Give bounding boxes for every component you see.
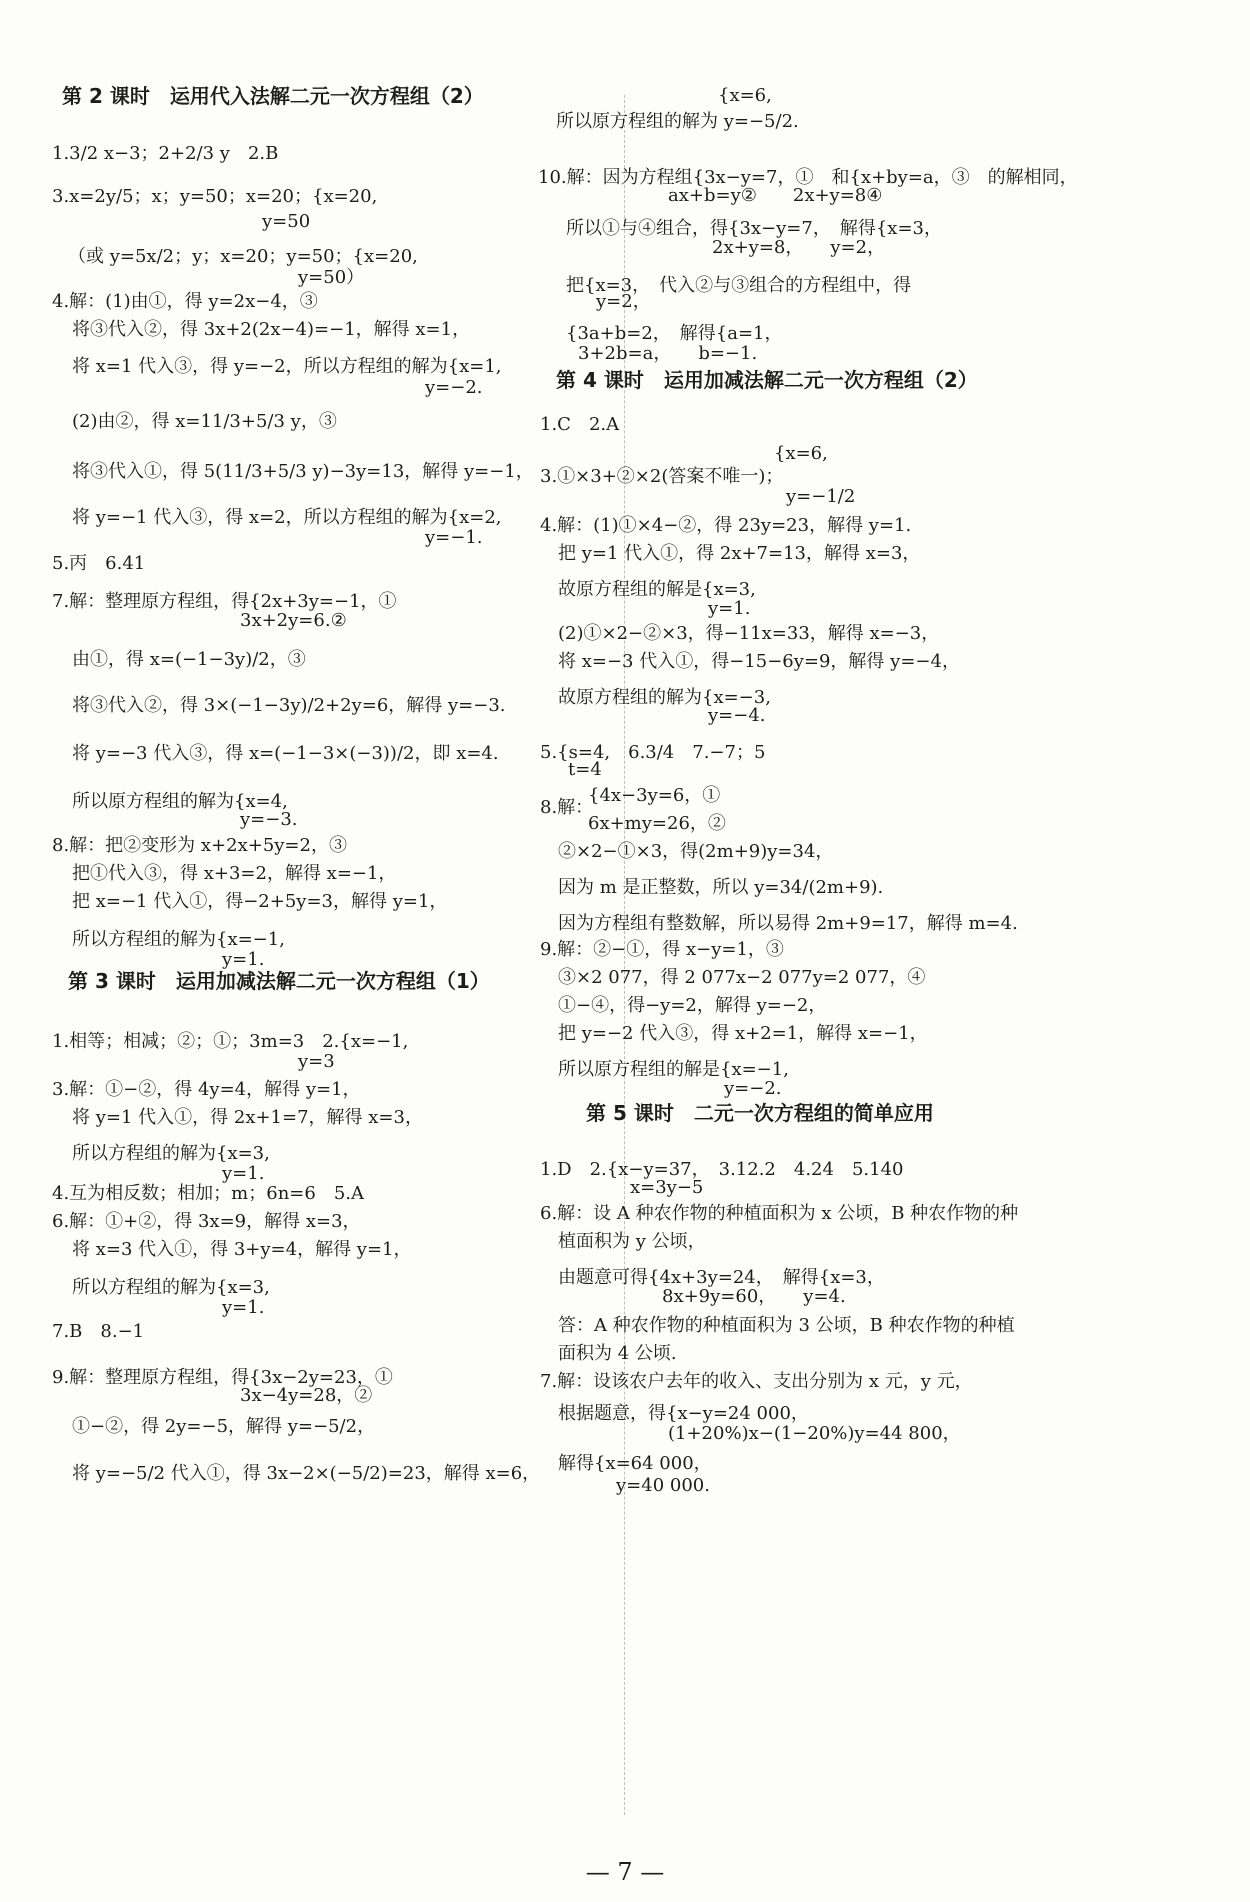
- answer-line: 将③代入①，得 5(11/3+5/3 y)−3y=13，解得 y=−1，: [72, 461, 534, 482]
- page-number: — 7 —: [585, 1858, 665, 1886]
- answer-line: 把 x=−1 代入①，得−2+5y=3，解得 y=1，: [72, 891, 448, 912]
- answer-line: 所以①与④组合，得{3x−y=7， 解得{x=3，: [566, 218, 942, 239]
- answer-line: 把 y=1 代入①，得 2x+7=13，解得 x=3，: [558, 543, 921, 564]
- answer-line: {4x−3y=6，①: [588, 785, 721, 806]
- answer-line: 植面积为 y 公顷，: [558, 1231, 706, 1252]
- answer-line: y=−1.: [425, 527, 483, 548]
- answer-line: 3.解：①−②，得 4y=4，解得 y=1，: [52, 1079, 361, 1100]
- answer-line: 由①，得 x=(−1−3y)/2，③: [72, 649, 306, 670]
- answer-line: 8.解：把②变形为 x+2x+5y=2，③: [52, 835, 347, 856]
- answer-line: 8x+9y=60， y=4.: [662, 1286, 846, 1307]
- answer-line: 将 x=3 代入①，得 3+y=4，解得 y=1，: [72, 1239, 412, 1260]
- answer-line: x=3y−5: [630, 1177, 704, 1198]
- section-heading-lesson-4: 第 4 课时 运用加减法解二元一次方程组（2）: [556, 368, 978, 392]
- answer-line: 故原方程组的解为{x=−3,: [558, 687, 771, 708]
- answer-line: 将③代入②，得 3x+2(2x−4)=−1，解得 x=1，: [72, 319, 471, 340]
- answer-line: ③×2 077，得 2 077x−2 077y=2 077，④: [558, 967, 926, 988]
- answer-line: 4.互为相反数；相加；m；6n=6 5.A: [52, 1183, 364, 1204]
- answer-line: (2)①×2−②×3，得−11x=33，解得 x=−3，: [558, 623, 940, 644]
- answer-line: 将 x=−3 代入①，得−15−6y=9，解得 y=−4，: [558, 651, 960, 672]
- answer-line: 10.解：因为方程组{3x−y=7，① 和{x+by=a，③ 的解相同，: [538, 167, 1078, 188]
- answer-line: 因为 m 是正整数，所以 y=34/(2m+9).: [558, 877, 884, 898]
- answer-line: 5.丙 6.41: [52, 553, 146, 574]
- answer-line: 3.①×3+②×2(答案不唯一)；: [540, 466, 784, 487]
- answer-line: 3x−4y=28，②: [240, 1385, 373, 1406]
- answer-line: 7.解：整理原方程组，得{2x+3y=−1，①: [52, 591, 397, 612]
- answer-line: 把{x=3， 代入②与③组合的方程组中，得: [566, 275, 912, 296]
- answer-line: 3x+2y=6.②: [240, 610, 347, 631]
- answer-line: 9.解：②−①，得 x−y=1，③: [540, 939, 784, 960]
- answer-line: 所以原方程组的解为 y=−5/2.: [556, 111, 799, 132]
- answer-line: 3.x=2y/5；x；y=50；x=20；{x=20,: [52, 186, 378, 207]
- answer-line: 故原方程组的解是{x=3,: [558, 579, 756, 600]
- answer-line: y=50: [262, 211, 311, 232]
- section-heading-lesson-5: 第 5 课时 二元一次方程组的简单应用: [586, 1101, 934, 1125]
- answer-line: ①−④，得−y=2，解得 y=−2，: [558, 995, 827, 1016]
- answer-line: 将③代入②，得 3×(−1−3y)/2+2y=6，解得 y=−3.: [72, 695, 506, 716]
- answer-line: 面积为 4 公顷.: [558, 1343, 677, 1364]
- answer-line: ②×2−①×3，得(2m+9)y=34，: [558, 841, 834, 862]
- answer-line: y=−4.: [708, 705, 766, 726]
- answer-line: 将 y=−3 代入③，得 x=(−1−3×(−3))/2，即 x=4.: [72, 743, 499, 764]
- answer-line: 将 y=−5/2 代入①，得 3x−2×(−5/2)=23，解得 x=6，: [72, 1463, 541, 1484]
- answer-line: 5.{s=4, 6.3/4 7.−7；5: [540, 742, 766, 763]
- answer-line: 由题意可得{4x+3y=24， 解得{x=3，: [558, 1267, 885, 1288]
- answer-line: y=1.: [708, 598, 751, 619]
- answer-line: {x=6,: [718, 85, 772, 106]
- answer-line: t=4: [568, 759, 602, 780]
- answer-line: 7.B 8.−1: [52, 1321, 145, 1342]
- answer-line: 所以方程组的解为{x=3,: [72, 1277, 270, 1298]
- section-heading-lesson-2: 第 2 课时 运用代入法解二元一次方程组（2）: [62, 84, 484, 108]
- answer-line: 6x+my=26，②: [588, 813, 726, 834]
- answer-line: y=50）: [298, 267, 365, 288]
- answer-line: 把①代入③，得 x+3=2，解得 x=−1，: [72, 863, 397, 884]
- answer-line: （或 y=5x/2；y；x=20；y=50；{x=20,: [68, 246, 418, 267]
- answer-line: y=−2.: [724, 1078, 782, 1099]
- answer-line: y=3: [298, 1051, 335, 1072]
- answer-line: 所以方程组的解为{x=3,: [72, 1143, 270, 1164]
- answer-line: 所以原方程组的解为{x=4,: [72, 791, 288, 812]
- answer-line: y=40 000.: [616, 1475, 710, 1496]
- answer-line: y=1.: [222, 1297, 265, 1318]
- answer-line: 4.解：(1)①×4−②，得 23y=23，解得 y=1.: [540, 515, 912, 536]
- answer-line: (2)由②，得 x=11/3+5/3 y，③: [72, 411, 337, 432]
- answer-line: 6.解：①+②，得 3x=9，解得 x=3，: [52, 1211, 361, 1232]
- answer-line: 1.C 2.A: [540, 414, 620, 435]
- answer-line: {3a+b=2， 解得{a=1，: [566, 323, 783, 344]
- answer-line: y=−1/2: [786, 486, 856, 507]
- answer-line: 1.3/2 x−3；2+2/3 y 2.B: [52, 143, 279, 164]
- answer-line: (1+20%)x−(1−20%)y=44 800，: [668, 1423, 961, 1444]
- answer-line: 根据题意，得{x−y=24 000，: [558, 1403, 809, 1424]
- answer-line: 答：A 种农作物的种植面积为 3 公顷，B 种农作物的种植: [558, 1315, 1015, 1336]
- answer-line: 解得{x=64 000，: [558, 1453, 712, 1474]
- answer-line: 8.解：: [540, 797, 594, 818]
- answer-line: ax+b=y② 2x+y=8④: [668, 185, 883, 206]
- answer-line: 把 y=−2 代入③，得 x+2=1，解得 x=−1，: [558, 1023, 928, 1044]
- answer-line: 7.解：设该农户去年的收入、支出分别为 x 元，y 元，: [540, 1371, 973, 1392]
- answer-line: 所以原方程组的解是{x=−1,: [558, 1059, 789, 1080]
- answer-line: 将 y=−1 代入③，得 x=2，所以方程组的解为{x=2,: [72, 507, 502, 528]
- answer-line: y=1.: [222, 1163, 265, 1184]
- section-heading-lesson-3: 第 3 课时 运用加减法解二元一次方程组（1）: [68, 969, 490, 993]
- answer-line: y=−2.: [425, 377, 483, 398]
- answer-line: 4.解：(1)由①，得 y=2x−4，③: [52, 291, 318, 312]
- answer-line: 6.解：设 A 种农作物的种植面积为 x 公顷，B 种农作物的种: [540, 1203, 1019, 1224]
- answer-line: ①−②，得 2y=−5，解得 y=−5/2，: [72, 1416, 376, 1437]
- answer-line: y=1.: [222, 949, 265, 970]
- answer-line: 1.相等；相减；②；①；3m=3 2.{x=−1,: [52, 1031, 409, 1052]
- answer-line: 所以方程组的解为{x=−1,: [72, 929, 285, 950]
- answer-line: 将 y=1 代入①，得 2x+1=7，解得 x=3，: [72, 1107, 423, 1128]
- answer-line: 3+2b=a， b=−1.: [578, 343, 758, 364]
- answer-line: 因为方程组有整数解，所以易得 2m+9=17，解得 m=4.: [558, 913, 1018, 934]
- answer-line: y=2，: [596, 291, 651, 312]
- answer-line: 1.D 2.{x−y=37， 3.12.2 4.24 5.140: [540, 1159, 904, 1180]
- answer-line: 9.解：整理原方程组，得{3x−2y=23，①: [52, 1367, 393, 1388]
- answer-line: y=−3.: [240, 809, 298, 830]
- answer-line: {x=6,: [774, 443, 828, 464]
- answer-line: 2x+y=8， y=2，: [712, 237, 886, 258]
- answer-line: 将 x=1 代入③，得 y=−2，所以方程组的解为{x=1,: [72, 356, 502, 377]
